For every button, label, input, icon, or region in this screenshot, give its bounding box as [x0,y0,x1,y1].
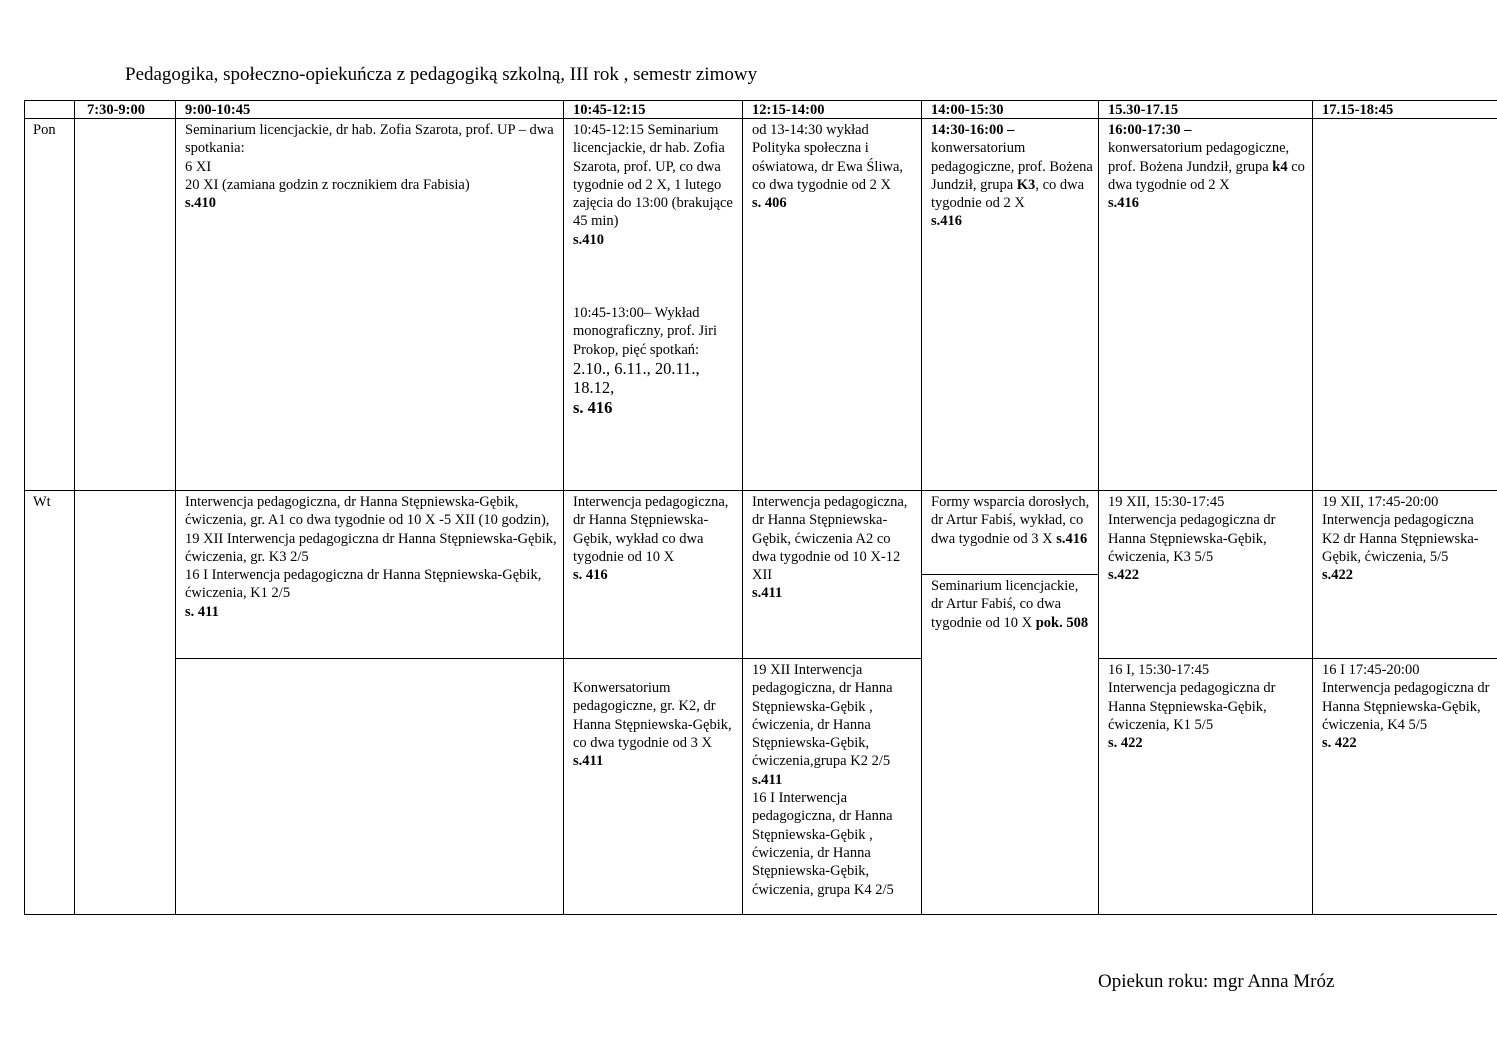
cell-tue-1215-b [743,659,922,915]
day-label-tuesday: Wt [25,491,75,915]
tue-exercise-k2-text: 19 XII Interwencja pedagogiczna, dr Hanna Stępniewska-Gębik , ćwiczenia, dr Hanna Stępniewska-Gębik, ćwiczenia,grupa K2 2/5 [752,662,893,770]
header-cell-1400: 14:00-15:30 [922,101,1099,119]
mon-konw-k3-text: konwersatorium pedagogiczne, prof. Bożena Jundził, grupa K3, co dwa tygodnie od 2 X [931,140,1093,212]
tue-intervention-text: Interwencja pedagogiczna, dr Hanna Stępniewska-Gębik, ćwiczenia, gr. A1 co dwa tygodnie od 10 X -5 XII (10 godzin), 19 XII Interwencja pedagogiczna dr Hanna Stępniewska-Gębik, ćwiczenia, gr. K3 2/5 16 I Interwencja pedagogiczna dr Hanna Stępniewska-Gębik, ćwiczenia, K1 2/5 [185,494,557,602]
tue-k1-room: s. 422 [1108,735,1143,752]
cell-tue-1045 [564,491,743,659]
header-cell-0900: 9:00-10:45 [176,101,564,119]
cell-mon-1215 [743,119,922,491]
cell-mon-1530 [1099,119,1313,491]
tue-intervention-room: s. 411 [185,603,219,620]
header-cell-1215: 12:15-14:00 [743,101,922,119]
cell-tue-1530-b [1099,659,1313,915]
cell-mon-1045 [564,119,743,491]
tue-k4-room: s. 422 [1322,735,1357,752]
mon-konw-k4-room: s.416 [1108,195,1140,212]
tue-k2-room: s.422 [1322,567,1354,584]
cell-tue-1215 [743,491,922,659]
tue-k3-room: s.422 [1108,567,1140,584]
mon-konw-k4-time: 16:00-17:30 – [1108,122,1192,138]
tue-k3-head: 19 XII, 15:30-17:45 [1108,494,1225,510]
mon-seminar-room: s.410 [185,195,217,212]
tue-lecture-text: Interwencja pedagogiczna, dr Hanna Stępniewska-Gębik, wykład co dwa tygodnie od 10 X [573,494,729,565]
tue-k1-text: Interwencja pedagogiczna dr Hanna Stępniewska-Gębik, ćwiczenia, K1 5/5 [1108,680,1276,733]
row-tuesday-c [25,659,1497,915]
mon-konw-k3-time: 14:30-16:00 – [931,122,1015,138]
cell-tue-1715-b [1313,659,1497,915]
mon-seminar2-text: 10:45-12:15 Seminarium licencjackie, dr hab. Zofia Szarota, prof. UP, co dwa tygodnie od 2 X, 1 lutego zajęcia do 13:00 (brakujące 45 min) [573,122,733,230]
mon-seminar-text: Seminarium licencjackie, dr hab. Zofia Szarota, prof. UP – dwa spotkania: 6 XI 20 XI (zamiana godzin z rocznikiem dra Fabisia) [185,122,554,193]
tue-adult-support-room: s.416 [1056,530,1088,547]
header-cell-0730: 7:30-9:00 [75,101,176,119]
tue-seminar-text: Seminarium licencjackie, dr Artur Fabiś, co dwa tygodnie od 10 X pok. 508 [931,578,1089,631]
tue-k1-head: 16 I, 15:30-17:45 [1108,662,1210,678]
header-cell-1530: 15.30-17.15 [1099,101,1313,119]
mon-lecture-dates: 2.10., 6.11., 20.11., 18.12, [573,358,700,398]
cell-tue-0900 [176,491,564,659]
header-cell-day [25,101,75,119]
cell-mon-0900 [176,119,564,491]
cell-mon-1715 [1313,119,1497,491]
cell-tue-1400-b [922,575,1099,915]
cell-mon-0730 [75,119,176,491]
cell-tue-1715-a [1313,491,1497,659]
header-cell-1045: 10:45-12:15 [564,101,743,119]
tue-exercise-k2-room: s.411 [752,771,783,788]
tue-lecture-room: s. 416 [573,567,608,584]
tue-konw-k2-room: s.411 [573,753,604,770]
cell-tue-1530-a [1099,491,1313,659]
mon-konw-k4-text: konwersatorium pedagogiczne, prof. Bożena Jundził, grupa k4 co dwa tygodnie od 2 X [1108,140,1305,193]
header-cell-1715: 17.15-18:45 [1313,101,1497,119]
tue-k2-head: 19 XII, 17:45-20:00 [1322,494,1439,510]
tue-k3-text: Interwencja pedagogiczna dr Hanna Stępniewska-Gębik, ćwiczenia, K3 5/5 [1108,512,1276,565]
mon-lecture-room: s. 416 [573,397,613,417]
mon-lecture-text: 10:45-13:00– Wykład monograficzny, prof. Jiri Prokop, pięć spotkań: [573,305,718,358]
tue-adult-support-text: Formy wsparcia dorosłych, dr Artur Fabiś, wykład, co dwa tygodnie od 3 X s.416 [931,494,1090,547]
page-title: Pedagogika, społeczno-opiekuńcza z pedagogiką szkolną, III rok , semestr zimowy [125,64,758,85]
cell-tue-1045-b [564,659,743,915]
mon-konw-k3-group: K3 [1016,176,1036,193]
tue-seminar-room: pok. 508 [1035,614,1089,631]
cell-tue-0900-b [176,659,564,915]
tue-k2-text: Interwencja pedagogiczna K2 dr Hanna Stępniewska-Gębik, ćwiczenia, 5/5 [1322,512,1479,565]
tue-exercise-a2-room: s.411 [752,585,783,602]
cell-mon-1400 [922,119,1099,491]
tue-konw-k2-text: Konwersatorium pedagogiczne, gr. K2, dr Hanna Stępniewska-Gębik, co dwa tygodnie od 3 X s.411 [573,680,732,770]
cell-tue-0730 [75,491,176,915]
mon-konw-k4-group: k4 [1272,158,1288,175]
tue-k4-head: 16 I 17:45-20:00 [1322,662,1420,678]
row-tuesday-a [25,491,1497,575]
mon-seminar2-room: s.410 [573,231,605,248]
mon-policy-room: s. 406 [752,195,787,212]
tue-k4-text: Interwencja pedagogiczna dr Hanna Stępniewska-Gębik, ćwiczenia, K4 5/5 [1322,680,1490,733]
day-label-monday: Pon [25,119,75,491]
header-row [25,101,1497,119]
cell-tue-1400-a [922,491,1099,575]
mon-policy-text: od 13-14:30 wykład Polityka społeczna i oświatowa, dr Ewa Śliwa, co dwa tygodnie od 2 X [752,122,904,193]
schedule-table [24,100,1497,915]
tue-exercise-k4-text: 16 I Interwencja pedagogiczna, dr Hanna Stępniewska-Gębik , ćwiczenia, dr Hanna Stępniewska-Gębik, ćwiczenia, grupa K4 2/5 [752,790,894,898]
tue-exercise-a2-text: Interwencja pedagogiczna, dr Hanna Stępniewska-Gębik, ćwiczenia A2 co dwa tygodnie od 10 X-12 XII [752,494,908,584]
mon-konw-k3-room: s.416 [931,213,963,230]
year-supervisor: Opiekun roku: mgr Anna Mróz [1098,971,1335,992]
row-monday [25,119,1497,491]
